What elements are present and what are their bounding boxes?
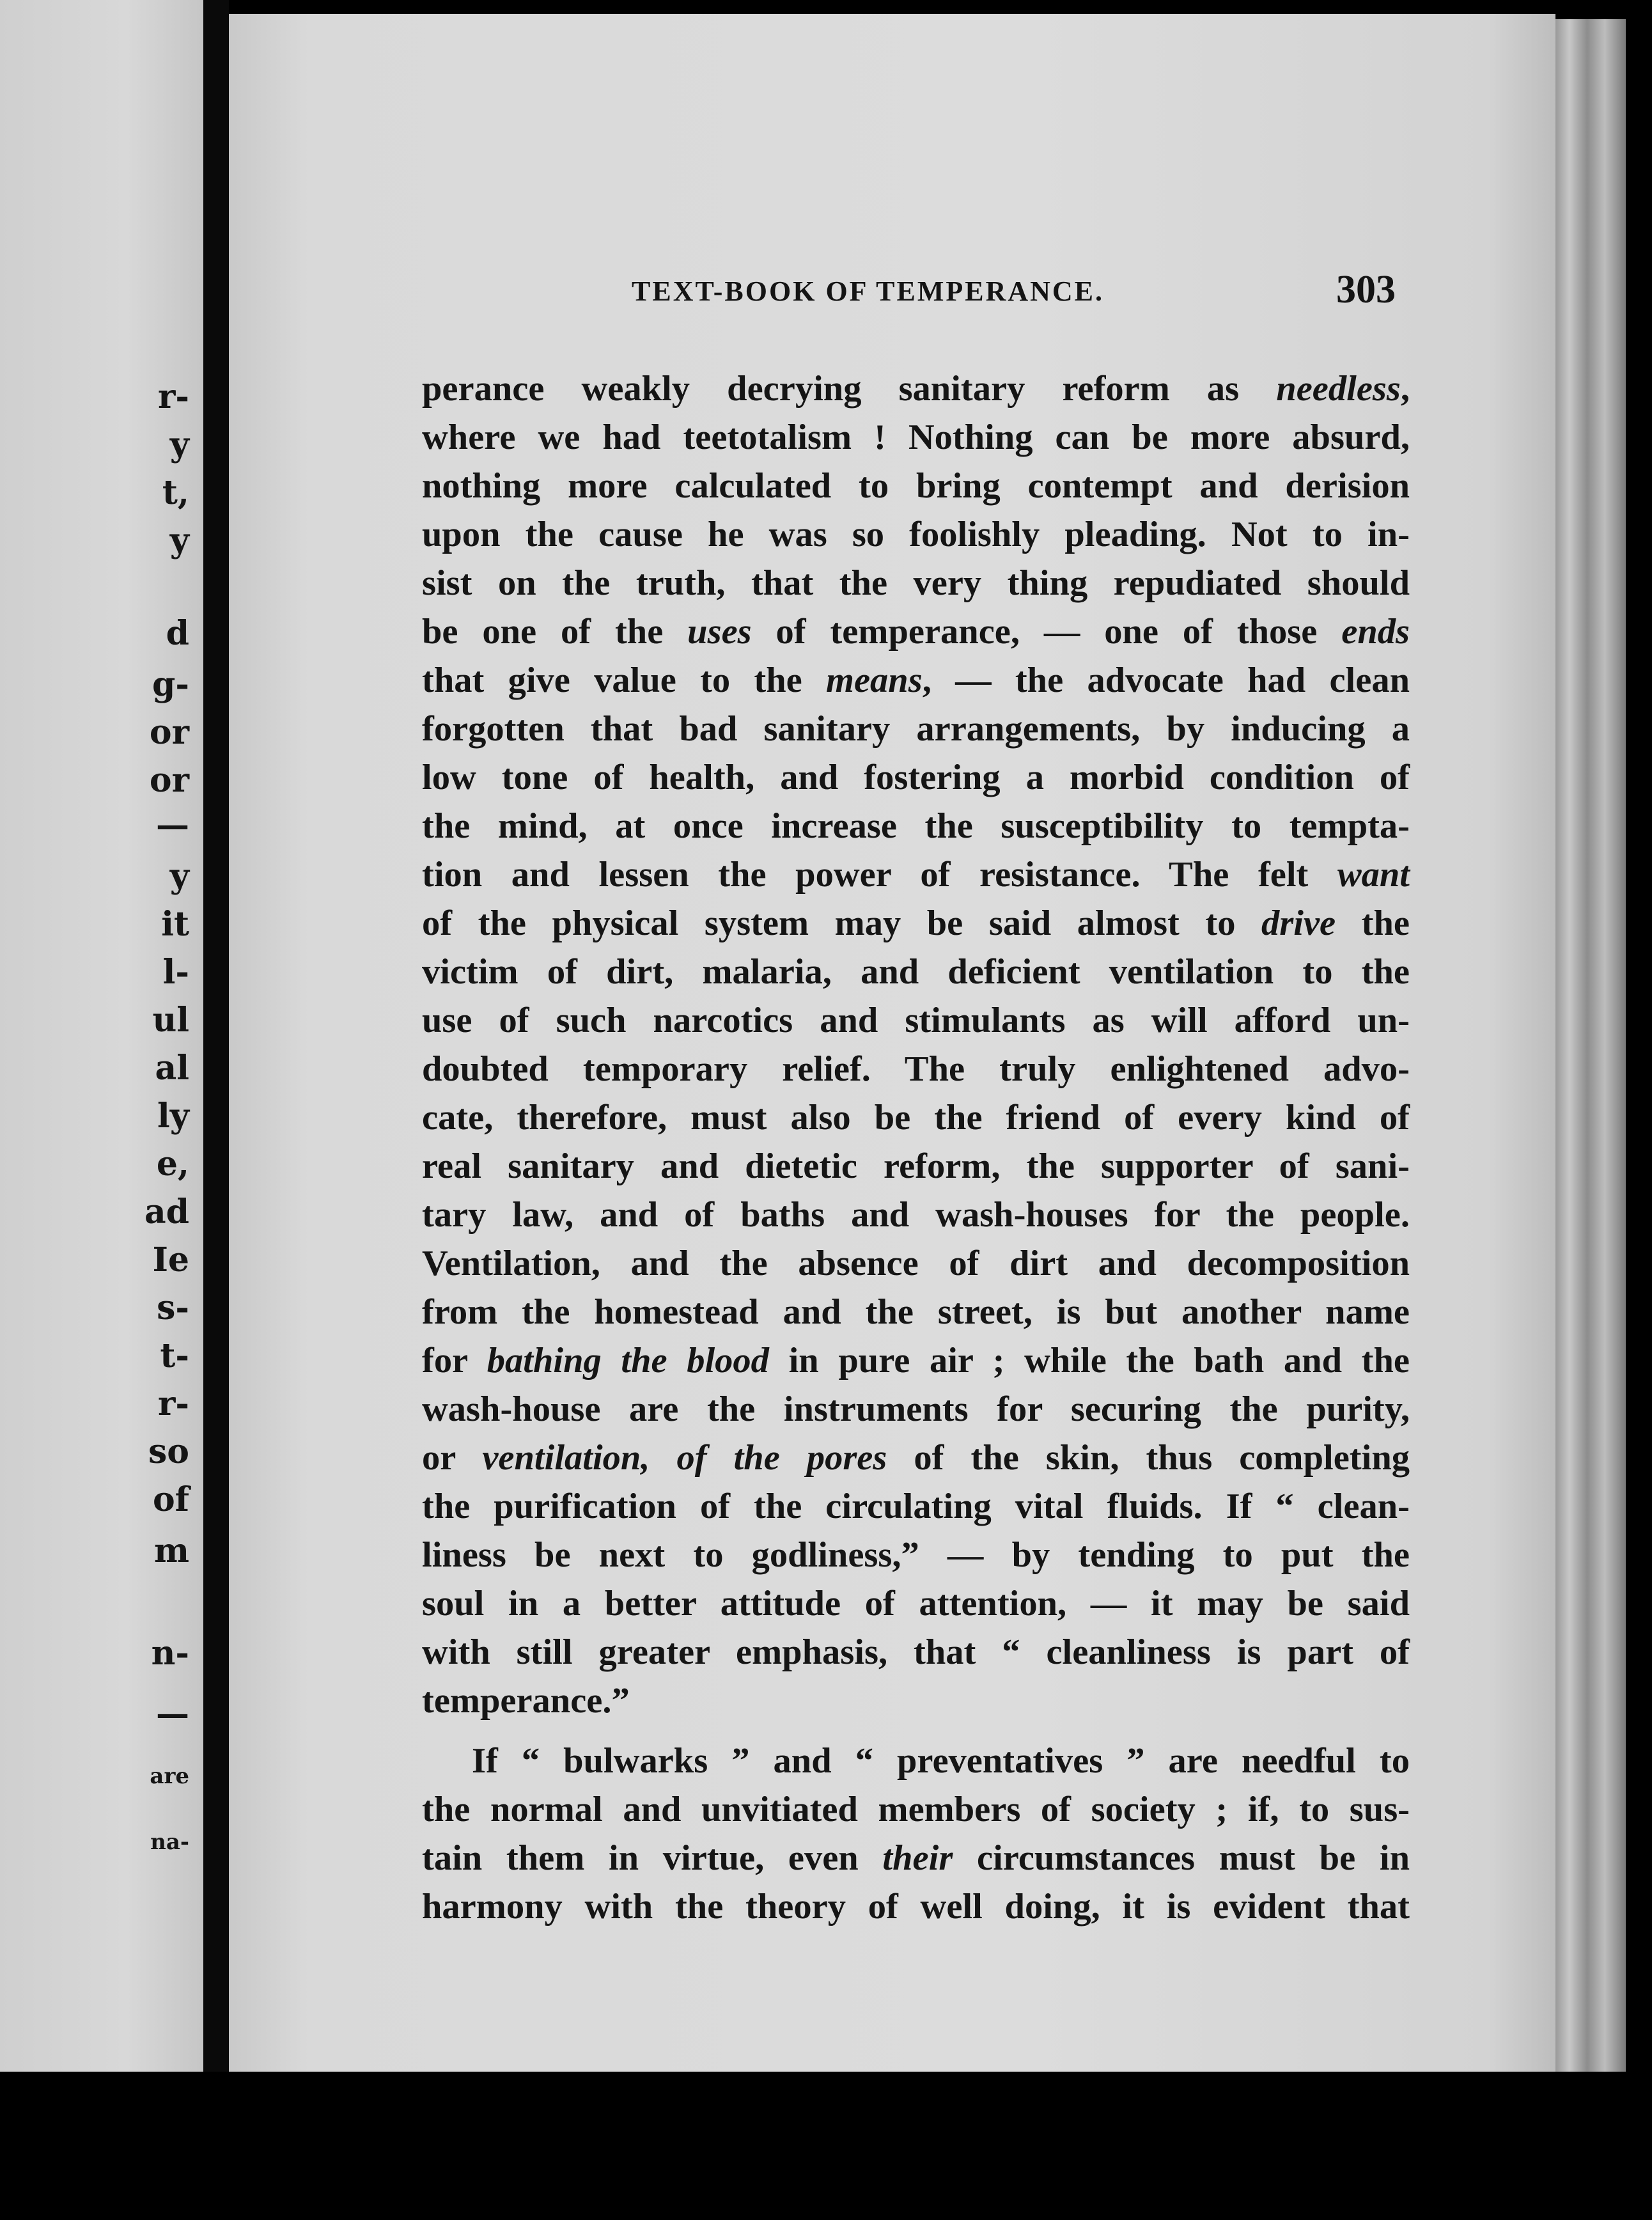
text-line bbox=[422, 948, 1410, 996]
text-run: with still greater emphasis, that “ cleanliness is part of bbox=[422, 1632, 1410, 1672]
text-line bbox=[422, 1239, 1410, 1288]
facing-page-fragment-text: n- bbox=[151, 1634, 189, 1673]
facing-page-fragment-text: m bbox=[153, 1531, 189, 1570]
text-line bbox=[422, 364, 1410, 413]
text-line bbox=[422, 656, 1410, 705]
text-line bbox=[422, 753, 1410, 802]
text-run: tary law, and of baths and wash-houses for the people. bbox=[422, 1195, 1410, 1235]
facing-page-fragment-text: — bbox=[156, 1694, 189, 1733]
text-line bbox=[422, 607, 1410, 656]
facing-page-fragment-text: so bbox=[148, 1432, 189, 1471]
italic-phrase: means bbox=[826, 661, 923, 700]
text-run: where we had teetotalism ! Nothing can be more absurd, bbox=[422, 418, 1410, 457]
text-line bbox=[422, 802, 1410, 850]
text-run: temperance.” bbox=[422, 1681, 630, 1721]
text-run: or bbox=[422, 1438, 483, 1478]
text-line bbox=[422, 1834, 1410, 1882]
page-number: 303 bbox=[1336, 268, 1396, 311]
italic-phrase: want bbox=[1337, 855, 1410, 895]
facing-page-fragment-text: g- bbox=[152, 665, 189, 704]
text-run: upon the cause he was so foolishly pleading. Not to in- bbox=[422, 515, 1410, 554]
text-run: sist on the truth, that the very thing repudiated should bbox=[422, 563, 1410, 603]
text-run: liness be next to godliness,” — by tending to put the bbox=[422, 1535, 1410, 1575]
facing-page-fragment-text: Ie bbox=[152, 1240, 189, 1279]
italic-phrase: their bbox=[882, 1838, 953, 1878]
text-line bbox=[422, 1045, 1410, 1093]
text-line bbox=[422, 1336, 1410, 1385]
facing-page-fragment-text: al bbox=[155, 1049, 189, 1088]
facing-page-fragment-text: it bbox=[161, 905, 189, 944]
facing-page-fragment-text: y bbox=[169, 857, 189, 896]
text-run: the mind, at once increase the susceptibility to tempta- bbox=[422, 806, 1410, 846]
facing-page-fragment-text: y bbox=[169, 521, 189, 560]
text-line bbox=[422, 1385, 1410, 1434]
text-run: victim of dirt, malaria, and deficient ventilation to the bbox=[422, 952, 1410, 992]
text-line bbox=[422, 1288, 1410, 1336]
scan-bottom-margin bbox=[0, 2072, 1652, 2220]
text-run: for bbox=[422, 1341, 487, 1380]
text-line bbox=[422, 413, 1410, 462]
text-run: the purification of the circulating vital fluids. If “ clean- bbox=[422, 1487, 1410, 1526]
text-run: be one of the bbox=[422, 612, 688, 652]
facing-page-fragment-text: d bbox=[166, 614, 189, 653]
text-run: of the skin, thus completing bbox=[887, 1438, 1410, 1478]
facing-page-fragment-text: na- bbox=[150, 1829, 189, 1855]
facing-page-fragment-text: s- bbox=[157, 1288, 189, 1327]
facing-page-fragment-text: t, bbox=[162, 473, 189, 512]
text-line bbox=[422, 1482, 1410, 1531]
italic-phrase: drive bbox=[1261, 903, 1336, 943]
text-run: forgotten that bad sanitary arrangements, by inducing a bbox=[422, 709, 1410, 749]
italic-phrase: needless bbox=[1276, 369, 1401, 409]
text-run: wash-house are the instruments for securing the purity, bbox=[422, 1389, 1410, 1429]
facing-page-fragment-text: t- bbox=[160, 1336, 189, 1375]
text-run: perance weakly decrying sanitary reform as bbox=[422, 369, 1277, 409]
text-run: tain them in virtue, even bbox=[422, 1838, 883, 1878]
facing-page-fragment-text: r- bbox=[158, 1384, 189, 1423]
text-run: the bbox=[1336, 903, 1410, 943]
text-line bbox=[422, 1677, 1410, 1725]
facing-page-text bbox=[0, 0, 203, 2220]
text-line bbox=[422, 559, 1410, 607]
text-line bbox=[422, 1579, 1410, 1628]
text-line bbox=[422, 996, 1410, 1045]
text-run: harmony with the theory of well doing, it is evident that bbox=[422, 1887, 1410, 1927]
text-line bbox=[422, 1093, 1410, 1142]
text-run: cate, therefore, must also be the friend of every kind of bbox=[422, 1098, 1410, 1137]
facing-page-fragment-text: ul bbox=[152, 1001, 189, 1040]
text-line bbox=[422, 1191, 1410, 1239]
text-line bbox=[422, 1434, 1410, 1482]
text-run: in pure air ; while the bath and the bbox=[768, 1341, 1410, 1380]
text-run: tion and lessen the power of resistance. The felt bbox=[422, 855, 1337, 895]
text-run: If “ bulwarks ” and “ preventatives ” are needful to bbox=[472, 1741, 1410, 1781]
text-run: Ventilation, and the absence of dirt and decomposition bbox=[422, 1244, 1410, 1283]
facing-page-fragment-text: ad bbox=[144, 1192, 189, 1231]
facing-page-fragment-text: — bbox=[156, 806, 189, 845]
paragraph-gap bbox=[422, 1725, 1410, 1737]
text-run: from the homestead and the street, is but another name bbox=[422, 1292, 1410, 1332]
text-line bbox=[422, 1531, 1410, 1579]
facing-page-fragment-text: of bbox=[152, 1480, 189, 1519]
facing-page-fragment-text: y bbox=[169, 425, 189, 464]
text-line bbox=[422, 462, 1410, 510]
text-run: of the physical system may be said almost to bbox=[422, 903, 1262, 943]
text-run: , — the advocate had clean bbox=[922, 661, 1410, 700]
text-run: circumstances must be in bbox=[953, 1838, 1410, 1878]
text-run: of temperance, — one of those bbox=[751, 612, 1342, 652]
text-line bbox=[422, 899, 1410, 948]
text-run: soul in a better attitude of attention, — it may be said bbox=[422, 1584, 1410, 1623]
facing-page-fragment-text: r- bbox=[158, 377, 189, 416]
text-run: nothing more calculated to bring contempt and derision bbox=[422, 466, 1410, 506]
text-run: low tone of health, and fostering a morbid condition of bbox=[422, 758, 1410, 797]
text-line bbox=[422, 1737, 1410, 1785]
facing-page-fragment-text: e, bbox=[156, 1145, 189, 1184]
text-run: that give value to the bbox=[422, 661, 827, 700]
text-run: real sanitary and dietetic reform, the supporter of sani- bbox=[422, 1146, 1410, 1186]
text-line bbox=[422, 1628, 1410, 1677]
text-line bbox=[422, 510, 1410, 559]
text-run: the normal and unvitiated members of society ; if, to sus- bbox=[422, 1790, 1410, 1829]
text-run: doubted temporary relief. The truly enlightened advo- bbox=[422, 1049, 1410, 1089]
text-line bbox=[422, 1142, 1410, 1191]
facing-page-fragment-text: are bbox=[150, 1763, 189, 1789]
italic-phrase: ends bbox=[1341, 612, 1410, 652]
page-body-text bbox=[422, 364, 1410, 1931]
italic-phrase: bathing the blood bbox=[487, 1341, 769, 1380]
book-gutter bbox=[203, 0, 229, 2220]
facing-page-fragment-text: l- bbox=[162, 953, 189, 992]
text-line bbox=[422, 850, 1410, 899]
text-line bbox=[422, 1785, 1410, 1834]
text-line bbox=[422, 1882, 1410, 1931]
page-stack-edge bbox=[1555, 19, 1626, 2072]
text-run: use of such narcotics and stimulants as will afford un- bbox=[422, 1001, 1410, 1040]
italic-phrase: uses bbox=[687, 612, 752, 652]
text-run: , bbox=[1400, 369, 1410, 409]
text-line bbox=[422, 705, 1410, 753]
facing-page-fragment-text: or bbox=[149, 713, 189, 752]
facing-page-fragment-text: or bbox=[149, 761, 189, 800]
italic-phrase: ventilation, of the pores bbox=[482, 1438, 887, 1478]
page-header bbox=[632, 267, 1396, 312]
facing-page-fragment-text: ly bbox=[157, 1097, 189, 1136]
running-title: TEXT-BOOK OF TEMPERANCE. bbox=[632, 276, 1105, 307]
